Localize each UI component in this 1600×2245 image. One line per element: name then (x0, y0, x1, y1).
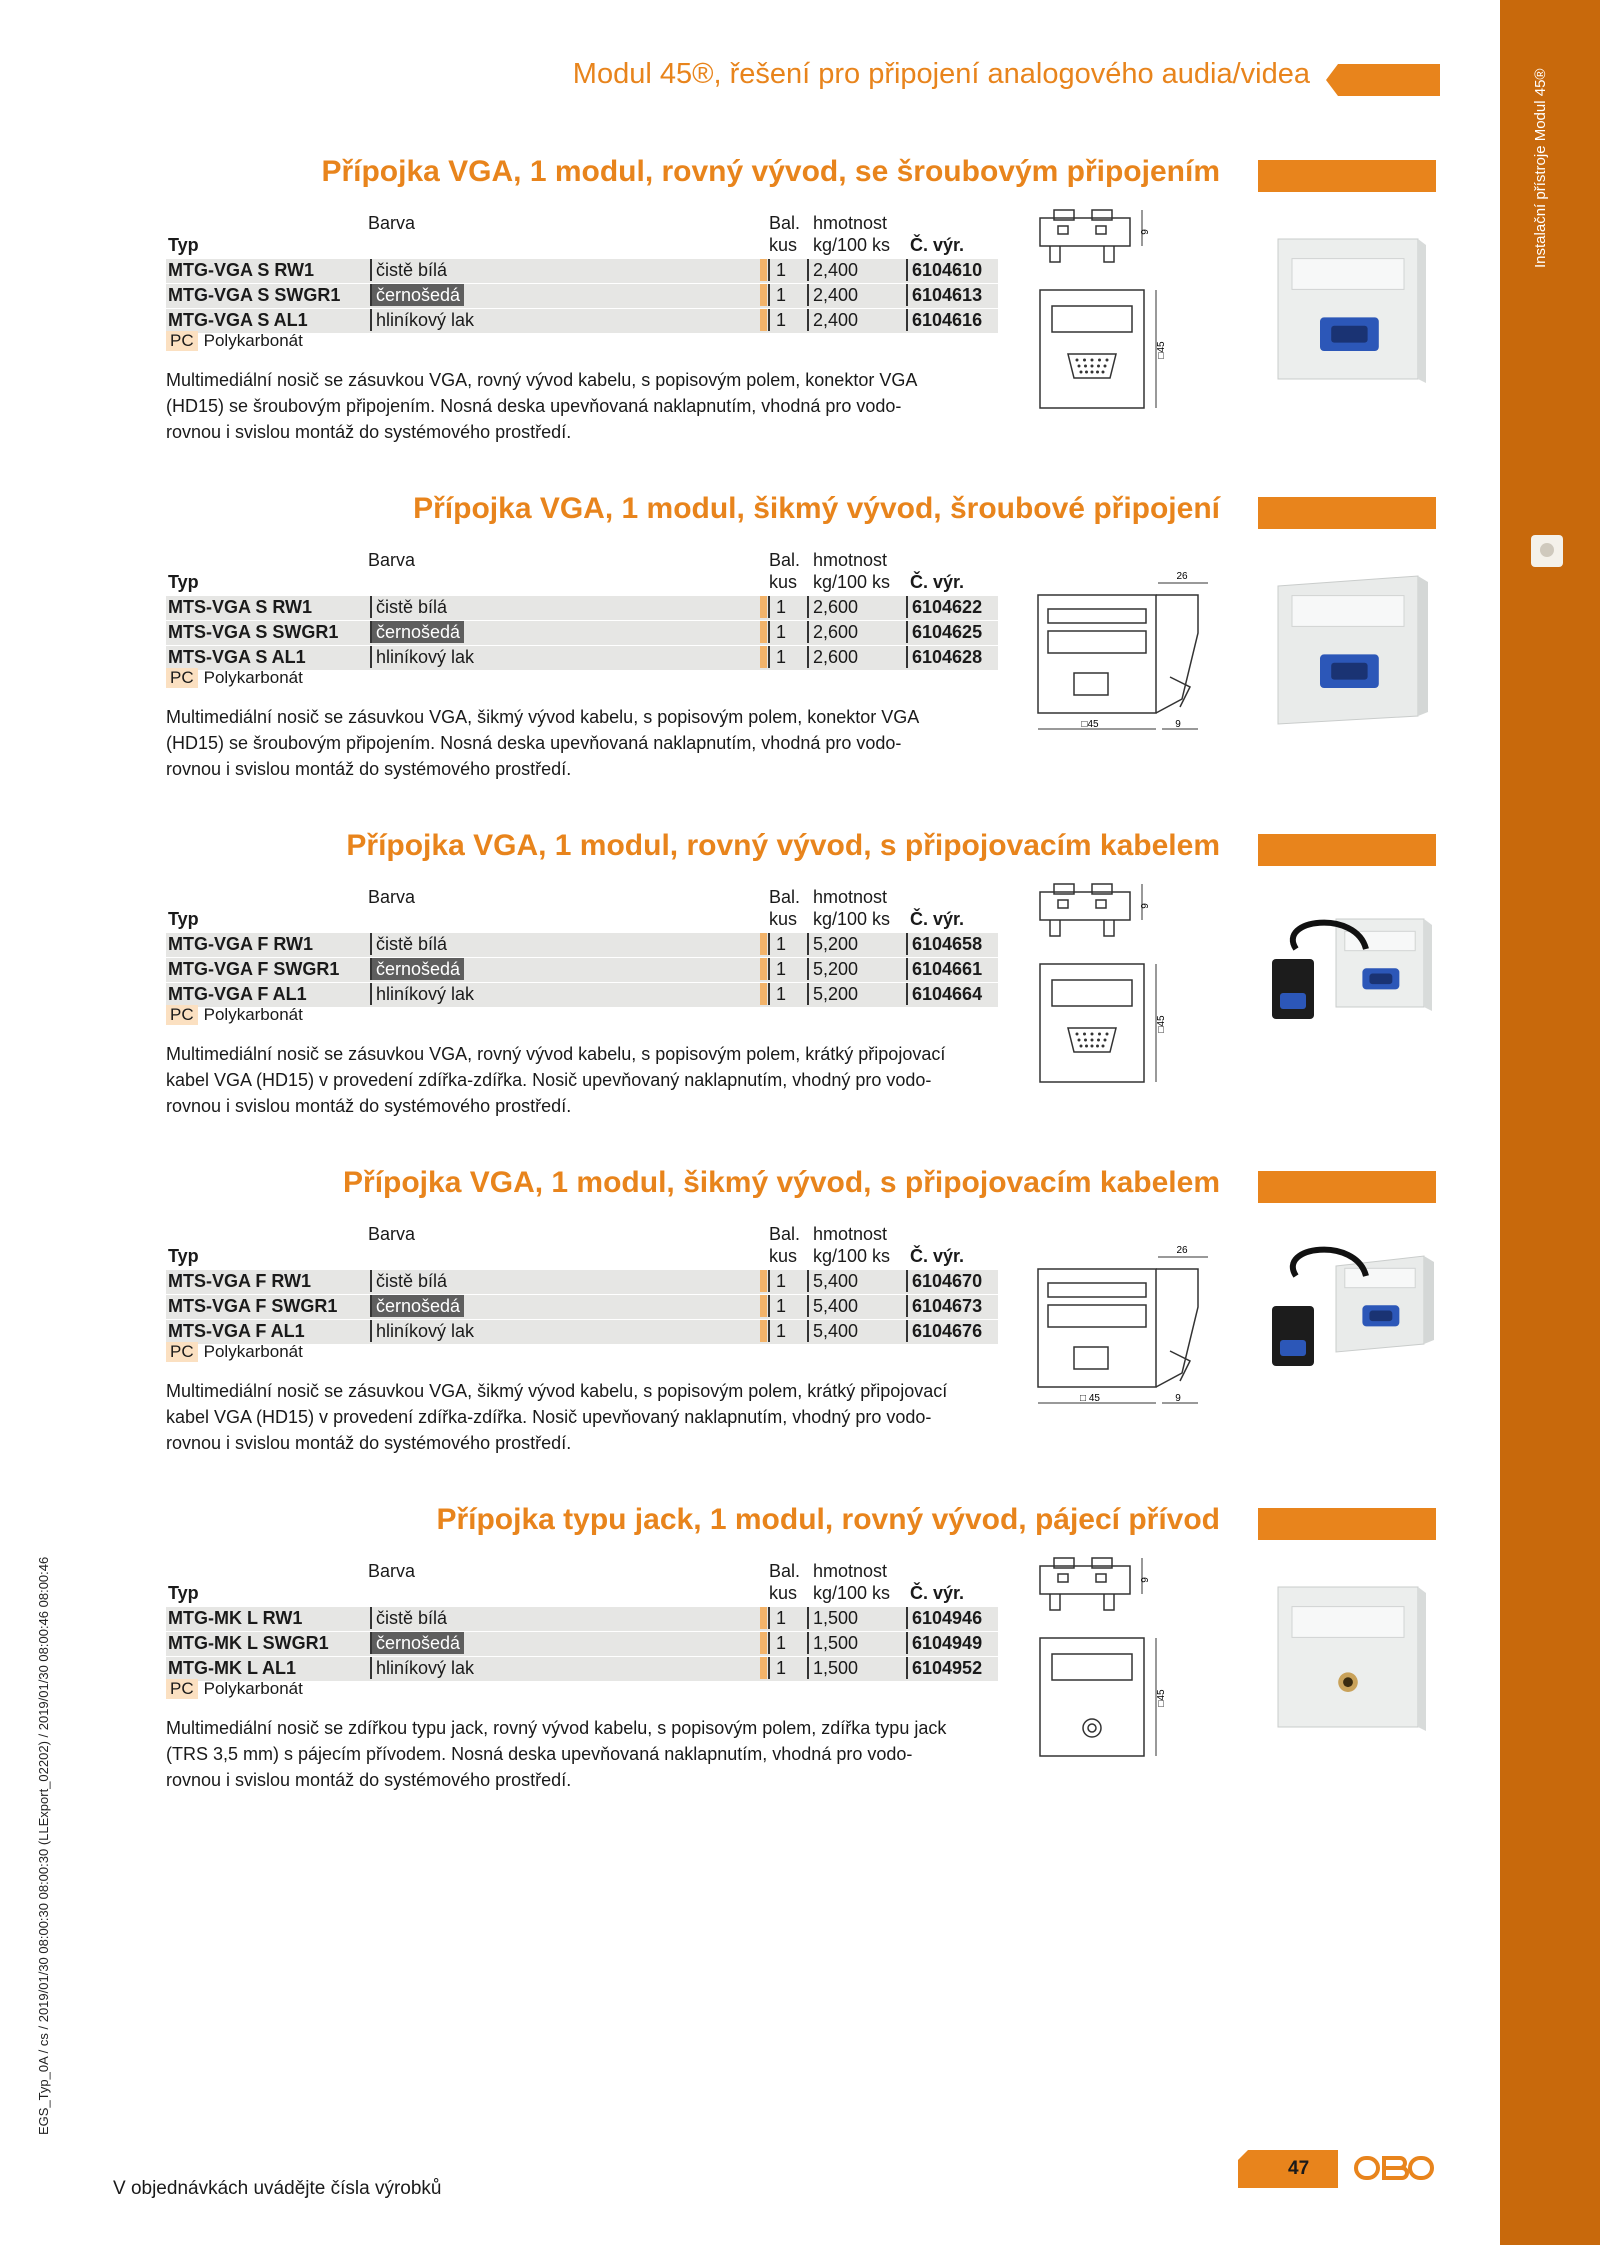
description-line: (HD15) se šroubovým připojením. Nosná deska upevňovaná naklapnutím, vhodná pro vodo- (166, 733, 902, 753)
pack-quantity: 1 (768, 1295, 786, 1317)
material-code: PC (166, 1342, 198, 1362)
section-title-bar (1258, 160, 1436, 192)
product-description (166, 1715, 1006, 1793)
product-weight: 5,200 (807, 983, 858, 1005)
column-header-typ: Typ (168, 572, 199, 592)
article-number: 6104676 (906, 1320, 982, 1342)
article-number: 6104661 (906, 958, 982, 980)
column-header-typ: Typ (168, 1583, 199, 1603)
column-header-kus: kus (769, 1246, 798, 1266)
product-type: MTS-VGA F RW1 (168, 1271, 311, 1291)
product-type: MTG-VGA F RW1 (168, 934, 313, 954)
product-color: hliníkový lak (370, 983, 474, 1005)
pack-quantity: 1 (768, 259, 786, 281)
column-header-barva: Barva (368, 550, 416, 570)
table-row (166, 284, 998, 308)
material-code: PC (166, 331, 198, 351)
product-section (0, 492, 1500, 812)
product-type: MTG-MK L RW1 (168, 1608, 303, 1628)
dimension-label: 9 (1175, 719, 1181, 730)
sidebar (1500, 0, 1600, 2245)
description-line: Multimediální nosič se zásuvkou VGA, rovný vývod kabelu, s popisovým polem, konektor VGA (166, 370, 918, 390)
section-title: Přípojka VGA, 1 modul, šikmý vývod, s připojovacím kabelem (343, 1166, 1220, 1199)
product-weight: 5,400 (807, 1295, 858, 1317)
article-number: 6104658 (906, 933, 982, 955)
column-header-cislo: Č. výr. (910, 235, 965, 255)
table-row (166, 958, 998, 982)
table-row (166, 983, 998, 1007)
product-photo (1266, 1573, 1436, 1743)
section-title-bar (1258, 1508, 1436, 1540)
column-header-hmotnost: hmotnost (813, 213, 888, 233)
description-line: Multimediální nosič se zdířkou typu jack, rovný vývod kabelu, s popisovým polem, zdířka typu jack (166, 1718, 947, 1738)
product-photo (1266, 225, 1436, 395)
product-description (166, 1041, 1006, 1119)
product-weight: 2,600 (807, 596, 858, 618)
description-line: rovnou i svislou montáž do systémového prostředí. (166, 422, 572, 442)
description-line: (HD15) se šroubovým připojením. Nosná deska upevňovaná naklapnutím, vhodná pro vodo- (166, 396, 902, 416)
description-line: (TRS 3,5 mm) s pájecím přívodem. Nosná deska upevňovaná naklapnutím, vhodná pro vodo- (166, 1744, 913, 1764)
section-title-bar (1258, 497, 1436, 529)
product-color: čistě bílá (370, 933, 447, 955)
material (166, 668, 303, 688)
material-name: Polykarbonát (203, 331, 303, 350)
table-row (166, 1632, 998, 1656)
description-line: rovnou i svislou montáž do systémového prostředí. (166, 1433, 572, 1453)
product-description (166, 367, 1006, 445)
product-photo (1266, 1236, 1436, 1406)
dimension-label: □45 (1156, 1689, 1167, 1707)
column-header-cislo: Č. výr. (910, 572, 965, 592)
description-line: Multimediální nosič se zásuvkou VGA, rovný vývod kabelu, s popisovým polem, krátký připojovací (166, 1044, 946, 1064)
header-tab (1326, 64, 1440, 96)
section-title: Přípojka typu jack, 1 modul, rovný vývod, pájecí přívod (436, 1503, 1220, 1536)
table-row (166, 1320, 998, 1344)
product-section (0, 1166, 1500, 1486)
product-type: MTG-VGA F SWGR1 (168, 959, 340, 979)
table-row (166, 259, 998, 283)
pack-quantity: 1 (768, 1270, 786, 1292)
material-code: PC (166, 668, 198, 688)
product-photo (1266, 562, 1436, 732)
description-line: rovnou i svislou montáž do systémového prostředí. (166, 1770, 572, 1790)
table-row (166, 1295, 998, 1319)
dimension-label: 9 (1140, 1577, 1151, 1583)
article-number: 6104610 (906, 259, 982, 281)
product-description (166, 1378, 1006, 1456)
product-description (166, 704, 1006, 782)
column-header-kus: kus (769, 909, 798, 929)
dimension-label: 9 (1140, 903, 1151, 909)
product-color: hliníkový lak (370, 1657, 474, 1679)
pack-quantity: 1 (768, 983, 786, 1005)
product-color: hliníkový lak (370, 309, 474, 331)
column-header-typ: Typ (168, 235, 199, 255)
column-header-cislo: Č. výr. (910, 909, 965, 929)
product-type: MTG-VGA S AL1 (168, 310, 308, 330)
pack-quantity: 1 (768, 1657, 786, 1679)
article-number: 6104673 (906, 1295, 982, 1317)
material (166, 331, 303, 351)
column-header-cislo: Č. výr. (910, 1246, 965, 1266)
column-header-bal: Bal. (769, 213, 801, 233)
column-header-barva: Barva (368, 1224, 416, 1244)
table-row (166, 596, 998, 620)
product-color: čistě bílá (370, 596, 447, 618)
product-type: MTS-VGA S SWGR1 (168, 622, 339, 642)
product-type: MTS-VGA F SWGR1 (168, 1296, 338, 1316)
column-header-barva: Barva (368, 1561, 416, 1581)
pack-quantity: 1 (768, 596, 786, 618)
description-line: kabel VGA (HD15) v provedení zdířka-zdířka. Nosič upevňovaný naklapnutím, vhodný pro vodo- (166, 1070, 932, 1090)
dimension-label: □45 (1156, 341, 1167, 359)
article-number: 6104664 (906, 983, 982, 1005)
article-number: 6104628 (906, 646, 982, 668)
pack-quantity: 1 (768, 1320, 786, 1342)
column-header-weight-unit: kg/100 ks (813, 1246, 891, 1266)
description-line: rovnou i svislou montáž do systémového prostředí. (166, 1096, 572, 1116)
column-header-kus: kus (769, 1583, 798, 1603)
sidebar-label: Instalační přístroje Modul 45® (1532, 68, 1549, 268)
description-line: Multimediální nosič se zásuvkou VGA, šikmý vývod kabelu, s popisovým polem, krátký připojovací (166, 1381, 948, 1401)
product-weight: 1,500 (807, 1632, 858, 1654)
technical-drawing (1030, 1211, 1230, 1451)
column-header-barva: Barva (368, 887, 416, 907)
table-row (166, 621, 998, 645)
product-color: černošedá (370, 284, 464, 306)
product-type: MTS-VGA S AL1 (168, 647, 306, 667)
column-header-kus: kus (769, 235, 798, 255)
page-number: 47 (1288, 2158, 1310, 2179)
product-section (0, 155, 1500, 475)
product-weight: 1,500 (807, 1607, 858, 1629)
column-header-hmotnost: hmotnost (813, 550, 888, 570)
pack-quantity: 1 (768, 621, 786, 643)
dimension-label: □45 (1081, 719, 1099, 730)
pack-quantity: 1 (768, 1607, 786, 1629)
pack-quantity: 1 (768, 309, 786, 331)
material-name: Polykarbonát (203, 1679, 303, 1698)
article-number: 6104622 (906, 596, 982, 618)
section-title: Přípojka VGA, 1 modul, rovný vývod, se šroubovým připojením (321, 155, 1220, 188)
product-type: MTG-VGA S SWGR1 (168, 285, 341, 305)
dimension-label: 26 (1176, 571, 1188, 582)
page-title: Modul 45®, řešení pro připojení analogového audia/videa (572, 58, 1310, 90)
product-weight: 2,600 (807, 621, 858, 643)
column-header-weight-unit: kg/100 ks (813, 909, 891, 929)
pack-quantity: 1 (768, 284, 786, 306)
product-weight: 1,500 (807, 1657, 858, 1679)
column-header-bal: Bal. (769, 1224, 801, 1244)
table-row (166, 1270, 998, 1294)
product-color: čistě bílá (370, 1607, 447, 1629)
product-weight: 5,400 (807, 1270, 858, 1292)
column-header-bal: Bal. (769, 1561, 801, 1581)
dimension-label: 9 (1175, 1393, 1181, 1404)
column-header-cislo: Č. výr. (910, 1583, 965, 1603)
article-number: 6104946 (906, 1607, 982, 1629)
dimension-label: 9 (1140, 229, 1151, 235)
material-name: Polykarbonát (203, 1342, 303, 1361)
product-type: MTG-MK L AL1 (168, 1658, 296, 1678)
description-line: Multimediální nosič se zásuvkou VGA, šikmý vývod kabelu, s popisovým polem, konektor VGA (166, 707, 920, 727)
socket-icon (1531, 535, 1563, 567)
technical-drawing (1030, 200, 1230, 440)
product-color: čistě bílá (370, 259, 447, 281)
product-weight: 5,200 (807, 933, 858, 955)
column-header-bal: Bal. (769, 550, 801, 570)
column-header-hmotnost: hmotnost (813, 1561, 888, 1581)
table-row (166, 933, 998, 957)
pack-quantity: 1 (768, 1632, 786, 1654)
product-color: čistě bílá (370, 1270, 447, 1292)
side-code: EGS_Typ_0A / cs / 2019/01/30 08:00:30 08:00:30 (LLExport_02202) / 2019/01/30 08:00:46 08:00:46 (36, 1556, 51, 2135)
product-color: černošedá (370, 1632, 464, 1654)
dimension-label: 26 (1176, 1245, 1188, 1256)
column-header-kus: kus (769, 572, 798, 592)
table-row (166, 1607, 998, 1631)
section-title: Přípojka VGA, 1 modul, šikmý vývod, šroubové připojení (413, 492, 1220, 525)
article-number: 6104670 (906, 1270, 982, 1292)
description-line: kabel VGA (HD15) v provedení zdířka-zdířka. Nosič upevňovaný naklapnutím, vhodný pro vodo- (166, 1407, 932, 1427)
footer-note: V objednávkách uvádějte čísla výrobků (113, 2178, 442, 2199)
technical-drawing (1030, 1548, 1230, 1788)
article-number: 6104625 (906, 621, 982, 643)
column-header-typ: Typ (168, 1246, 199, 1266)
product-color: černošedá (370, 1295, 464, 1317)
table-row (166, 309, 998, 333)
dimension-label: □45 (1156, 1015, 1167, 1033)
product-type: MTG-MK L SWGR1 (168, 1633, 329, 1653)
product-weight: 2,400 (807, 284, 858, 306)
obo-logo (1353, 2153, 1435, 2183)
product-weight: 2,600 (807, 646, 858, 668)
description-line: rovnou i svislou montáž do systémového prostředí. (166, 759, 572, 779)
product-photo (1266, 899, 1436, 1069)
product-section (0, 829, 1500, 1149)
product-color: černošedá (370, 958, 464, 980)
article-number: 6104613 (906, 284, 982, 306)
material-code: PC (166, 1005, 198, 1025)
pack-quantity: 1 (768, 958, 786, 980)
column-header-weight-unit: kg/100 ks (813, 572, 891, 592)
product-color: hliníkový lak (370, 1320, 474, 1342)
column-header-bal: Bal. (769, 887, 801, 907)
material-name: Polykarbonát (203, 1005, 303, 1024)
column-header-typ: Typ (168, 909, 199, 929)
product-type: MTG-VGA F AL1 (168, 984, 307, 1004)
table-row (166, 646, 998, 670)
dimension-label: □ 45 (1080, 1393, 1100, 1404)
article-number: 6104616 (906, 309, 982, 331)
article-number: 6104952 (906, 1657, 982, 1679)
column-header-weight-unit: kg/100 ks (813, 235, 891, 255)
section-title-bar (1258, 1171, 1436, 1203)
product-weight: 2,400 (807, 309, 858, 331)
pack-quantity: 1 (768, 933, 786, 955)
material (166, 1679, 303, 1699)
column-header-barva: Barva (368, 213, 416, 233)
table-row (166, 1657, 998, 1681)
material (166, 1005, 303, 1025)
product-type: MTS-VGA S RW1 (168, 597, 313, 617)
section-title-bar (1258, 834, 1436, 866)
column-header-weight-unit: kg/100 ks (813, 1583, 891, 1603)
column-header-hmotnost: hmotnost (813, 887, 888, 907)
product-weight: 5,400 (807, 1320, 858, 1342)
product-section (0, 1503, 1500, 1823)
product-type: MTS-VGA F AL1 (168, 1321, 305, 1341)
pack-quantity: 1 (768, 646, 786, 668)
product-weight: 5,200 (807, 958, 858, 980)
article-number: 6104949 (906, 1632, 982, 1654)
section-title: Přípojka VGA, 1 modul, rovný vývod, s připojovacím kabelem (346, 829, 1220, 862)
material-name: Polykarbonát (203, 668, 303, 687)
product-type: MTG-VGA S RW1 (168, 260, 315, 280)
technical-drawing (1030, 874, 1230, 1114)
material-code: PC (166, 1679, 198, 1699)
product-color: černošedá (370, 621, 464, 643)
column-header-hmotnost: hmotnost (813, 1224, 888, 1244)
product-weight: 2,400 (807, 259, 858, 281)
technical-drawing (1030, 537, 1230, 777)
material (166, 1342, 303, 1362)
product-color: hliníkový lak (370, 646, 474, 668)
